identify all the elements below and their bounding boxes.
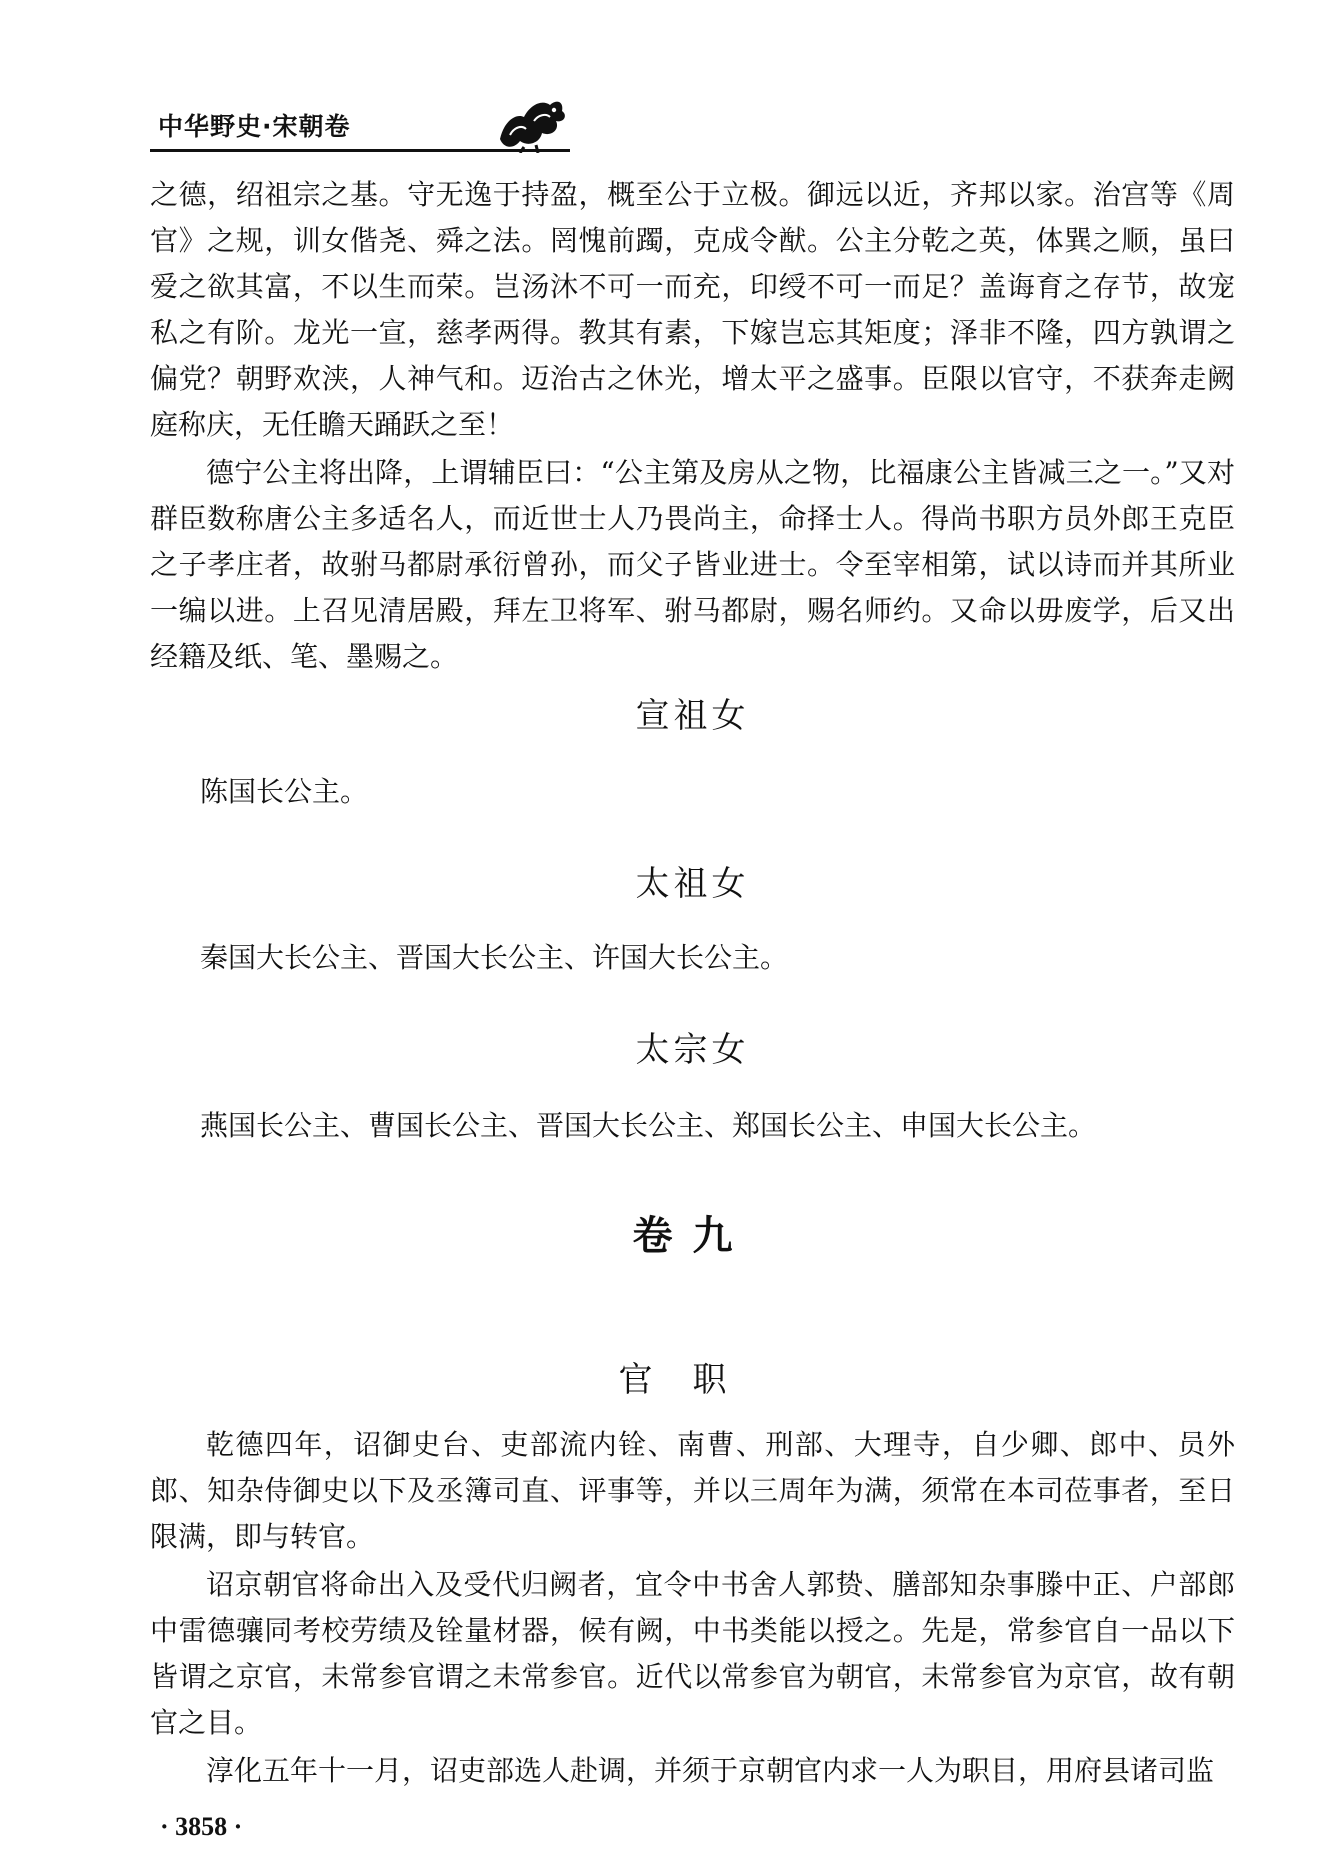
- dragon-icon: [490, 91, 570, 153]
- running-header: [150, 95, 570, 155]
- paragraph-jingchao: 诏京朝官将命出入及受代归阙者，宜令中书舍人郭贽、膳部知杂事滕中正、户部郎中雷德骧同考校劳绩及铨量材器，候有阙，中书类能以授之。先是，常参官自一品以下皆谓之京官，未常参官谓之未常参官。近代以常参官为朝官，未常参官为京官，故有朝官之目。: [150, 1568, 1235, 1739]
- heading-taizong-daughters: 太宗女: [635, 1030, 750, 1070]
- text-block-top: [150, 172, 1235, 680]
- list-taizong-daughters: 燕国长公主、曹国长公主、晋国大长公主、郑国长公主、申国大长公主。: [200, 1109, 1097, 1142]
- header-rule: [150, 149, 570, 152]
- paragraph-continued: 之德，绍祖宗之基。守无逸于持盈，概至公于立极。御远以近，齐邦以家。治宫等《周官》之规，训女偕尧、舜之法。罔愧前躅，克成令猷。公主分乾之英，体巽之顺，虽曰爱之欲其富，不以生而荣。岂汤沐不可一而充，印绶不可一而足？盖诲育之存节，故宠私之有阶。龙光一宣，慈孝两得。教其有素，下嫁岂忘其矩度；泽非不隆，四方孰谓之偏党？朝野欢浃，人神气和。迈治古之休光，增太平之盛事。臣限以官守，不获奔走阙庭称庆，无任瞻天踊跃之至！: [150, 178, 1235, 441]
- volume-heading: 卷九: [632, 1213, 753, 1259]
- page-number: · 3858 ·: [160, 1812, 243, 1841]
- list-xuanzu-daughters: 陈国长公主。: [200, 775, 369, 808]
- heading-official-posts: 官职: [618, 1360, 767, 1400]
- paragraph-qiande: 乾德四年，诏御史台、吏部流内铨、南曹、刑部、大理寺，自少卿、郎中、员外郎、知杂侍御史以下及丞簿司直、评事等，并以三周年为满，须常在本司莅事者，至日限满，即与转官。: [150, 1428, 1235, 1553]
- list-taizu-daughters: 秦国大长公主、晋国大长公主、许国大长公主。: [200, 941, 789, 974]
- paragraph-chunhua: 淳化五年十一月，诏吏部选人赴调，并须于京朝官内求一人为职目，用府县诸司监: [206, 1754, 1215, 1787]
- text-block-bottom: [150, 1422, 1235, 1794]
- paragraph-dening: 德宁公主将出降，上谓辅臣曰：“公主第及房从之物，比福康公主皆减三之一。”又对群臣数称唐公主多适名人，而近世士人乃畏尚主，命择士人。得尚书职方员外郎王克臣之子孝庄者，故驸马都尉承衍曾孙，而父子皆业进士。令至宰相第，试以诗而并其所业一编以进。上召见清居殿，拜左卫将军、驸马都尉，赐名师约。又命以毋废学，后又出经籍及纸、笔、墨赐之。: [150, 456, 1235, 673]
- heading-xuanzu-daughters: 宣祖女: [635, 696, 750, 736]
- heading-taizu-daughters: 太祖女: [635, 864, 750, 904]
- header-title: 中华野史·宋朝卷: [158, 112, 351, 141]
